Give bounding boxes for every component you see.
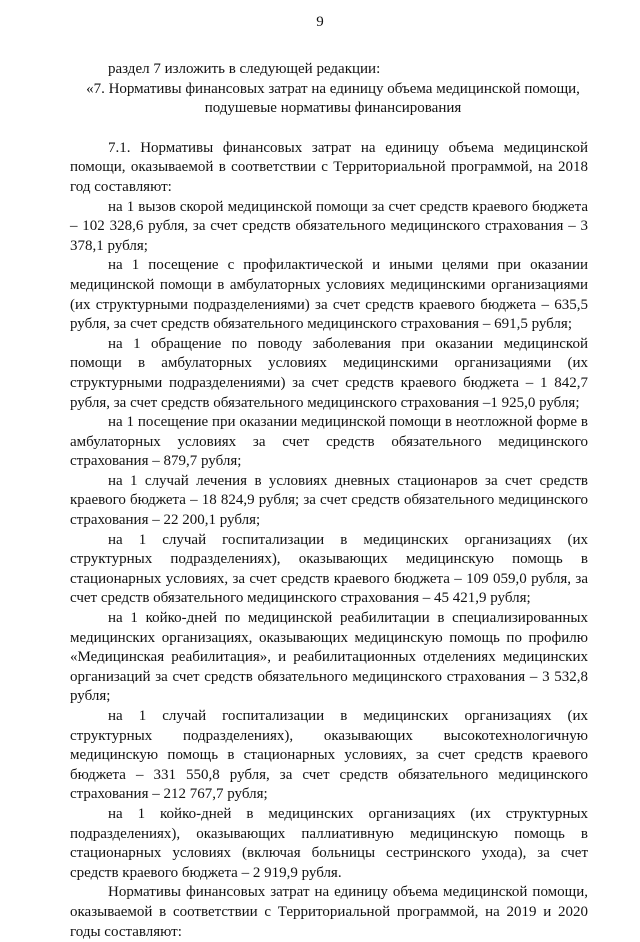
intro-text: раздел 7 изложить в следующей редакции:	[108, 61, 381, 77]
paragraph-rehabilitation: на 1 койко-дней по медицинской реабилитации в специализированных медицинских организациях, оказывающих медицинскую помощь по профилю «Медицинская реабилитация», и реабилитационных отделениях медицинских организаций за счет средств обязательного медицинского страхования – 3 532,8 рубля;	[70, 610, 588, 705]
paragraph-day-hospital: на 1 случай лечения в условиях дневных стационаров за счет средств краевого бюджета – 18 824,9 рубля; за счет средств обязательного медицинского страхования – 22 200,1 рубля;	[70, 472, 588, 529]
page-number: 9	[316, 14, 324, 30]
document-body	[70, 60, 588, 942]
section-heading	[70, 80, 588, 119]
paragraph-palliative-care: на 1 койко-дней в медицинских организациях (их структурных подразделениях), оказывающих паллиативную медицинскую помощь в стационарных условиях (включая больницы сестринского ухода), за счет средств краевого бюджета – 2 919,9 рубля.	[70, 805, 588, 881]
paragraph-7-1: 7.1. Нормативы финансовых затрат на единицу объема медицинской помощи, оказываемой в соответствии с Территориальной программой, на 2018 год составляют:	[70, 139, 588, 195]
paragraph-high-tech-care: на 1 случай госпитализации в медицинских организациях (их структурных подразделениях), оказывающих высокотехнологичную медицинскую помощь в стационарных условиях, за счет средств краевого бюджета – 331 550,8 рубля, за счет средств обязательного медицинского страхования – 212 767,7 рубля;	[70, 708, 588, 803]
paragraph-urgent-visit: на 1 посещение при оказании медицинской помощи в неотложной форме в амбулаторных условиях за счет средств обязательного медицинского страхования – 879,7 рубля;	[70, 414, 588, 470]
paragraph-preventive-visit: на 1 посещение с профилактической и иными целями при оказании медицинской помощи в амбулаторных условиях медицинскими организациями (их структурными подразделениями) за счет средств краевого бюджета – 635,5 рубля, за счет средств обязательного медицинского страхования – 691,5 рубля;	[70, 257, 588, 333]
paragraph-disease-appeal: на 1 обращение по поводу заболевания при оказании медицинской помощи в амбулаторных условиях медицинскими организациями (их структурными подразделениями) за счет средств краевого бюджета – 1 842,7 рубля, за счет средств обязательного медицинского страхования –1 925,0 рубля;	[70, 335, 588, 411]
section-heading-line-2: подушевые нормативы финансирования	[204, 100, 462, 117]
paragraph-2019-2020: Нормативы финансовых затрат на единицу объема медицинской помощи, оказываемой в соответствии с Территориальной программой, на 2019 и 2020 годы составляют:	[70, 884, 588, 940]
paragraph-hospitalization: на 1 случай госпитализации в медицинских организациях (их структурных подразделениях), оказывающих медицинскую помощь в стационарных условиях, за счет средств краевого бюджета – 109 059,0 рубля, за счет средств обязательного медицинского страхования – 45 421,9 рубля;	[70, 531, 588, 607]
paragraph-ambulance: на 1 вызов скорой медицинской помощи за счет средств краевого бюджета – 102 328,6 рубля, за счет средств обязательного медицинского страхования – 3 378,1 рубля;	[70, 198, 588, 254]
section-heading-line-1: «7. Нормативы финансовых затрат на единицу объема медицинской помощи,	[86, 80, 580, 97]
